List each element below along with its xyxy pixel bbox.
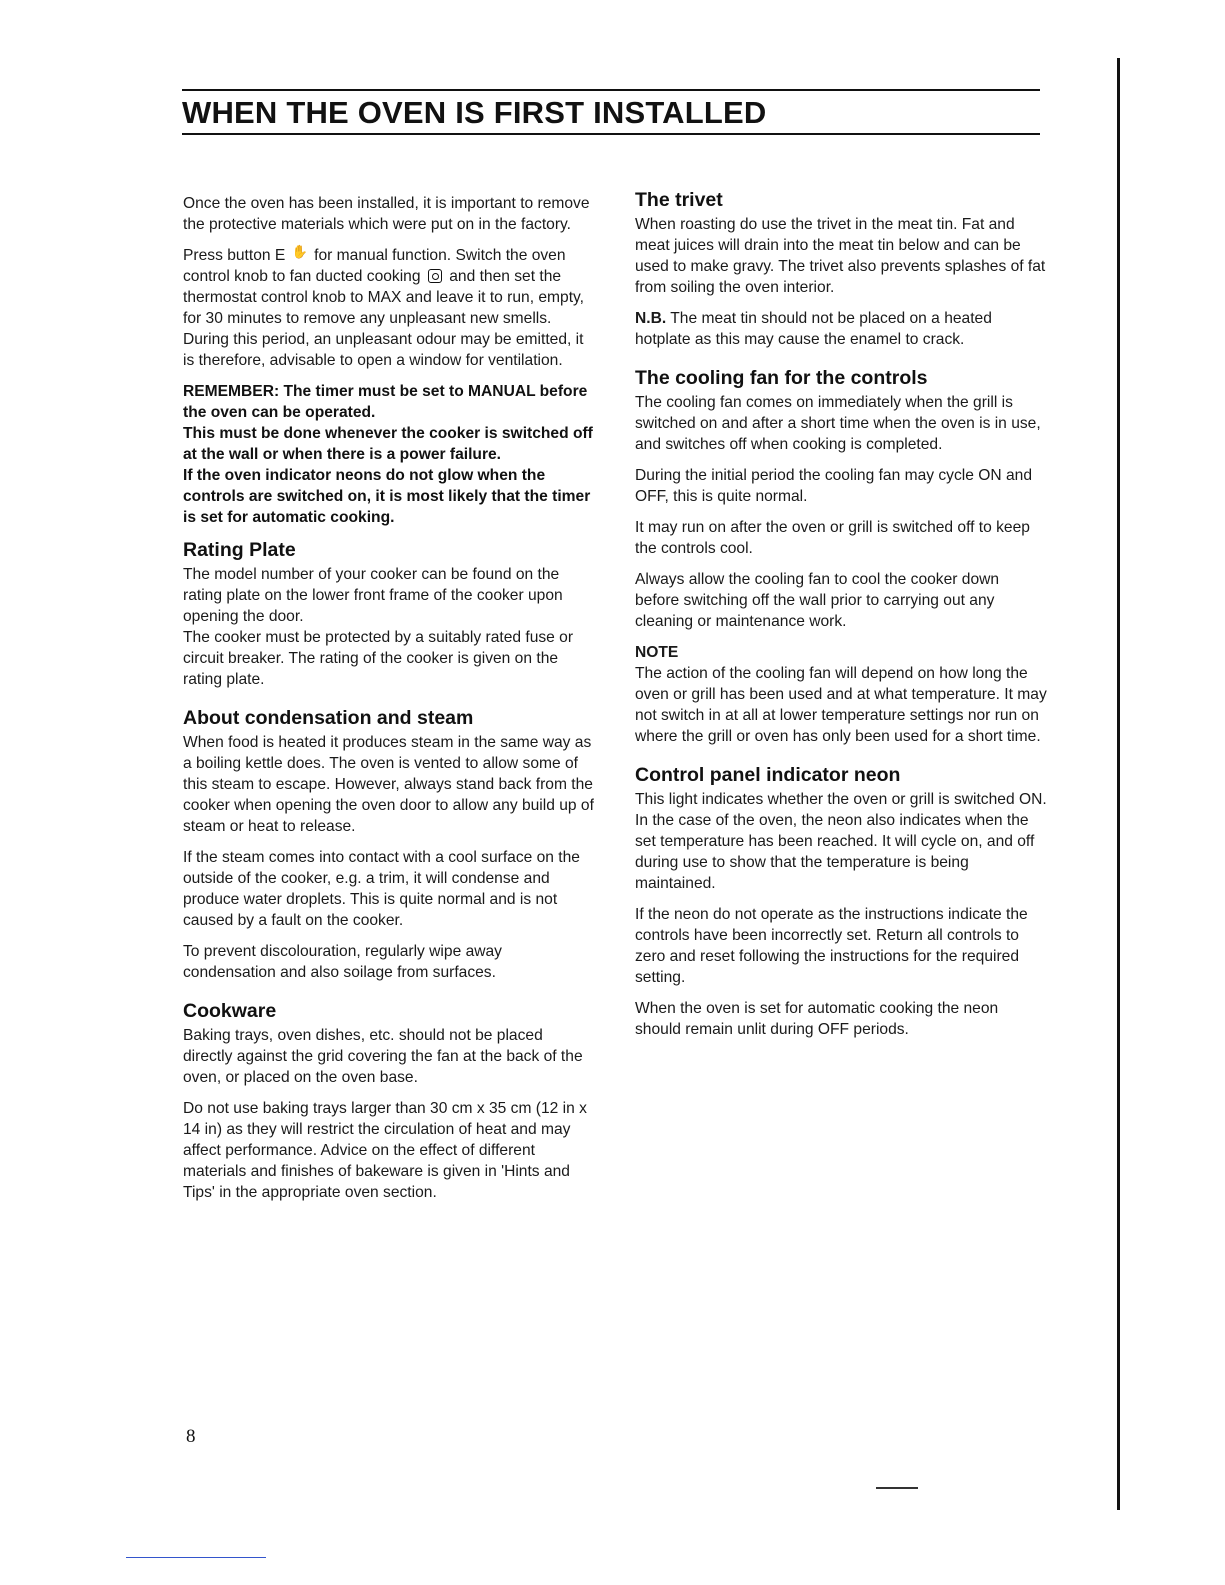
neon-paragraph-3: When the oven is set for automatic cooking the neon should remain unlit during OFF periods. bbox=[635, 1000, 999, 1038]
page-title: WHEN THE OVEN IS FIRST INSTALLED bbox=[182, 95, 767, 130]
condensation-paragraph-2: If the steam comes into contact with a cool surface on the outside of the cooker, e.g. a trim, it will condense and produce water droplets. This is quite normal and is not caused by a fault on the cooker. bbox=[183, 849, 580, 929]
trivet-nb bbox=[635, 308, 1047, 350]
intro-paragraph-1: Once the oven has been installed, it is important to remove the protective materials which were put on in the factory. bbox=[183, 195, 590, 233]
cooling-fan-paragraph-3: It may run on after the oven or grill is switched off to keep the controls cool. bbox=[635, 519, 1030, 557]
manual-hand-icon: ✋ bbox=[291, 244, 308, 259]
intro-paragraph-3: During this period, an unpleasant odour may be emitted, it is therefore, advisable to open a window for ventilation. bbox=[183, 331, 584, 369]
neon-section bbox=[635, 763, 1047, 1040]
left-column bbox=[183, 193, 595, 1219]
trivet-nb-label: N.B. bbox=[635, 310, 667, 327]
condensation-paragraph-3: To prevent discolouration, regularly wipe away condensation and also soilage from surfaces. bbox=[183, 943, 502, 981]
trivet-section bbox=[635, 188, 1047, 350]
intro-paragraph-2-part-b: for manual function. Switch the oven control knob to fan ducted cooking bbox=[183, 247, 566, 285]
cooling-fan-paragraph-2: During the initial period the cooling fan may cycle ON and OFF, this is quite normal. bbox=[635, 467, 1032, 505]
trivet-paragraph-1: When roasting do use the trivet in the meat tin. Fat and meat juices will drain into the meat tin below and can be used to make gravy. The trivet also prevents splashes of fat from soiling the oven interior. bbox=[635, 216, 1046, 296]
remember-line-1: REMEMBER: The timer must be set to MANUAL before the oven can be operated. bbox=[183, 383, 588, 421]
intro-paragraph-2 bbox=[183, 245, 595, 371]
condensation-heading: About condensation and steam bbox=[183, 707, 474, 729]
title-rule-top bbox=[182, 89, 1040, 91]
fan-ducted-cooking-icon bbox=[428, 269, 442, 283]
cookware-paragraph-1: Baking trays, oven dishes, etc. should not be placed directly against the grid covering the fan at the back of the oven, or placed on the oven base. bbox=[183, 1027, 583, 1086]
cooling-fan-paragraph-1: The cooling fan comes on immediately when the grill is switched on and after a short time when the oven is in use, and switches off when cooking is completed. bbox=[635, 394, 1041, 453]
condensation-section bbox=[183, 706, 595, 983]
cooling-fan-heading: The cooling fan for the controls bbox=[635, 367, 928, 389]
cookware-heading: Cookware bbox=[183, 1000, 277, 1022]
right-column bbox=[635, 188, 1047, 1056]
trivet-nb-text: The meat tin should not be placed on a heated hotplate as this may cause the enamel to crack. bbox=[635, 310, 992, 348]
remember-warning bbox=[183, 381, 595, 528]
title-rule-bottom bbox=[182, 133, 1040, 135]
footer-link-line bbox=[126, 1557, 266, 1558]
remember-line-2: This must be done whenever the cooker is switched off at the wall or when there is a power failure. bbox=[183, 425, 593, 463]
page-edge-bar bbox=[1117, 58, 1120, 1510]
remember-line-3: If the oven indicator neons do not glow when the controls are switched on, it is most likely that the timer is set for automatic cooking. bbox=[183, 467, 591, 526]
cookware-section bbox=[183, 999, 595, 1203]
rating-plate-paragraph-1: The model number of your cooker can be found on the rating plate on the lower front frame of the cooker upon opening the door. bbox=[183, 566, 563, 625]
cooling-fan-note-text: The action of the cooling fan will depend on how long the oven or grill has been used and at what temperature. It may not switch in at all at lower temperature settings nor run on where the grill or oven has only been used for a short time. bbox=[635, 665, 1047, 745]
page-number: 8 bbox=[186, 1426, 196, 1447]
rating-plate-heading: Rating Plate bbox=[183, 539, 296, 561]
cookware-paragraph-2: Do not use baking trays larger than 30 cm x 35 cm (12 in x 14 in) as they will restrict the circulation of heat and may affect performance. Advice on the effect of different materials and finishes of bakeware is given in 'Hints and Tips' in the appropriate oven section. bbox=[183, 1100, 587, 1201]
neon-paragraph-1: This light indicates whether the oven or grill is switched ON. In the case of the oven, the neon also indicates when the set temperature has been reached. It will cycle on, and off during use to show that the temperature is being maintained. bbox=[635, 791, 1047, 892]
rating-plate-section bbox=[183, 538, 595, 690]
neon-heading: Control panel indicator neon bbox=[635, 764, 901, 786]
trivet-heading: The trivet bbox=[635, 189, 723, 211]
cooling-fan-note-label: NOTE bbox=[635, 644, 679, 661]
footer-dash bbox=[876, 1487, 918, 1489]
condensation-paragraph-1: When food is heated it produces steam in the same way as a boiling kettle does. The oven is vented to allow some of this steam to escape. However, always stand back from the cooker when opening the oven door to allow any build up of steam or heat to release. bbox=[183, 734, 594, 835]
cooling-fan-paragraph-4: Always allow the cooling fan to cool the cooker down before switching off the wall prior to carrying out any cleaning or maintenance work. bbox=[635, 571, 1000, 630]
cooling-fan-section bbox=[635, 366, 1047, 747]
intro-paragraph-2-part-c: and then set the thermostat control knob to MAX and leave it to run, empty, for 30 minutes to remove any unpleasant new smells. bbox=[183, 268, 585, 327]
neon-paragraph-2: If the neon do not operate as the instructions indicate the controls have been incorrectly set. Return all controls to zero and reset following the instructions for the required setting. bbox=[635, 906, 1028, 986]
intro-paragraph-2-part-a: Press button E bbox=[183, 247, 286, 264]
rating-plate-paragraph-2: The cooker must be protected by a suitably rated fuse or circuit breaker. The rating of the cooker is given on the rating plate. bbox=[183, 629, 574, 688]
